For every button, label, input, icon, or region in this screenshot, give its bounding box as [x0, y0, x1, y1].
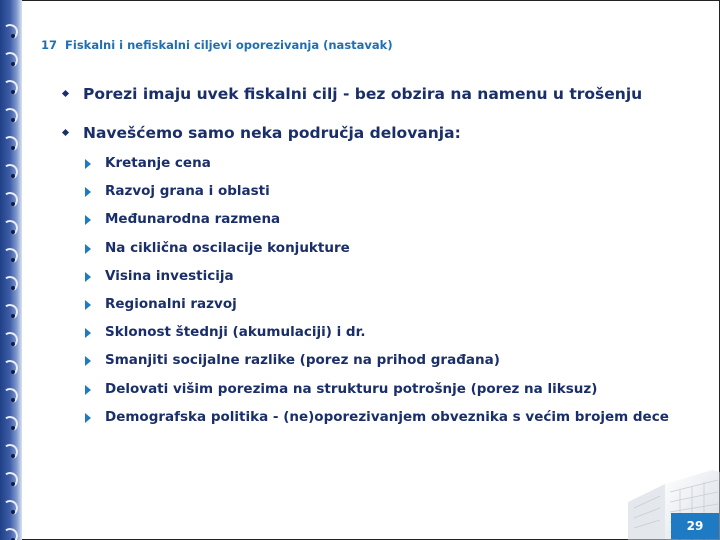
slide-title-text: Fiskalni i nefiskalni ciljevi oporezivanja (nastavak): [65, 38, 393, 52]
sub-bullet-text: Demografska politika - (ne)oporezivanjem obveznika s većim brojem dece: [105, 409, 669, 425]
triangle-arrow-icon: [85, 215, 91, 225]
binder-ring-icon: [1, 135, 20, 154]
sub-bullet-text: Delovati višim porezima na strukturu potrošnje (porez na liksuz): [105, 381, 598, 397]
sub-bullet-text: Visina investicija: [105, 268, 234, 284]
binder-ring-icon: [1, 163, 20, 182]
sub-bullet-text: Na ciklična oscilacije konjukture: [105, 240, 350, 256]
triangle-arrow-icon: [85, 385, 91, 395]
binder-hole-icon: [11, 258, 15, 262]
triangle-arrow-icon: [85, 187, 91, 197]
binder-hole-icon: [11, 510, 15, 514]
sub-bullet-text: Smanjiti socijalne razlike (porez na prihod građana): [105, 352, 500, 368]
binder-ring-icon: [1, 107, 20, 126]
binder-spine: [0, 0, 22, 540]
triangle-arrow-icon: [85, 328, 91, 338]
sub-bullet-text: Razvoj grana i oblasti: [105, 183, 270, 199]
triangle-arrow-icon: [85, 159, 91, 169]
triangle-arrow-icon: [85, 356, 91, 366]
binder-hole-icon: [11, 482, 15, 486]
binder-ring-icon: [1, 387, 20, 406]
binder-hole-icon: [11, 314, 15, 318]
slide-title: [41, 38, 393, 52]
binder-ring-icon: [1, 415, 20, 434]
binder-hole-icon: [11, 426, 15, 430]
binder-ring-icon: [1, 499, 20, 518]
triangle-arrow-icon: [85, 300, 91, 310]
slide-title-number: 17: [41, 38, 58, 52]
triangle-arrow-icon: [85, 272, 91, 282]
binder-hole-icon: [11, 34, 15, 38]
binder-ring-icon: [1, 219, 20, 238]
binder-hole-icon: [11, 202, 15, 206]
bullet-text: Navešćemo samo neka područja delovanja:: [83, 124, 461, 142]
binder-hole-icon: [11, 146, 15, 150]
triangle-arrow-icon: [85, 244, 91, 254]
binder-hole-icon: [11, 90, 15, 94]
binder-ring-icon: [1, 331, 20, 350]
binder-hole-icon: [11, 230, 15, 234]
triangle-arrow-icon: [85, 413, 91, 423]
binder-hole-icon: [11, 174, 15, 178]
binder-hole-icon: [11, 286, 15, 290]
binder-ring-icon: [1, 247, 20, 266]
sub-bullet-text: Kretanje cena: [105, 155, 211, 171]
page-number: 29: [671, 513, 719, 539]
binder-hole-icon: [11, 454, 15, 458]
binder-hole-icon: [11, 398, 15, 402]
binder-hole-icon: [11, 370, 15, 374]
bullet-text: Porezi imaju uvek fiskalni cilj - bez obzira na namenu u trošenju: [83, 85, 643, 103]
binder-ring-icon: [1, 527, 20, 540]
binder-ring-icon: [1, 359, 20, 378]
binder-ring-icon: [1, 443, 20, 462]
binder-hole-icon: [11, 118, 15, 122]
binder-ring-icon: [1, 303, 20, 322]
binder-ring-icon: [1, 471, 20, 490]
binder-ring-icon: [1, 51, 20, 70]
binder-ring-icon: [1, 23, 20, 42]
sub-bullet-text: Regionalni razvoj: [105, 296, 237, 312]
sub-bullet-text: Međunarodna razmena: [105, 211, 281, 227]
binder-ring-icon: [1, 275, 20, 294]
binder-hole-icon: [11, 342, 15, 346]
binder-ring-icon: [1, 79, 20, 98]
binder-ring-icon: [1, 191, 20, 210]
binder-hole-icon: [11, 62, 15, 66]
sub-bullet-text: Sklonost štednji (akumulaciji) i dr.: [105, 324, 366, 340]
